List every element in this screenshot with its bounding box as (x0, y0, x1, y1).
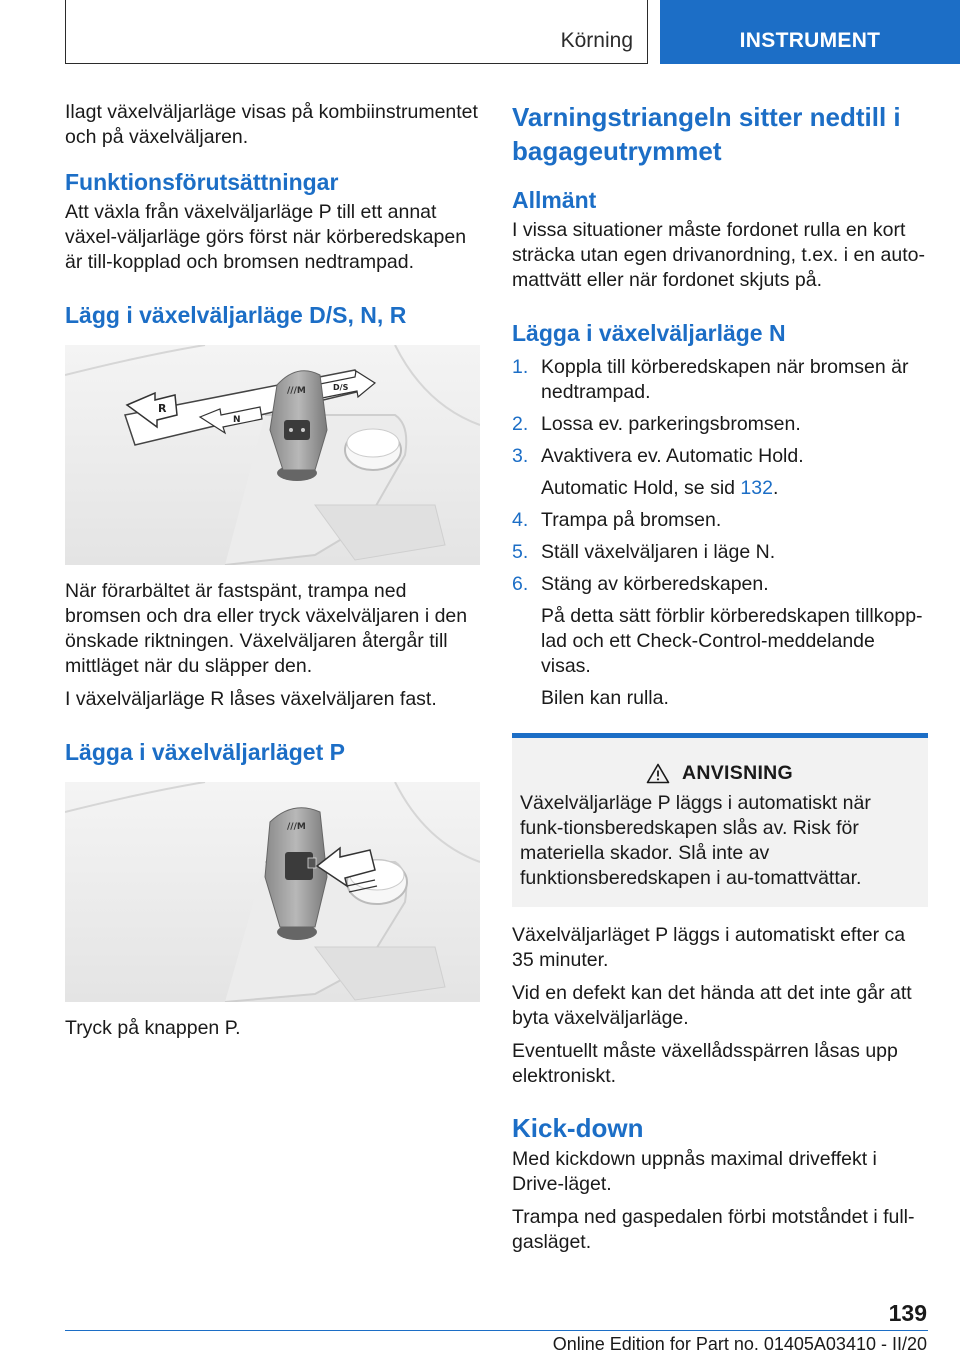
kickdown-paragraph-2: Trampa ned gaspedalen förbi motståndet i full-gasläget. (512, 1206, 915, 1253)
step-number: 4. (512, 509, 529, 531)
after-paragraph-3: Eventuellt måste växellådsspärren låsas upp elektroniskt. (512, 1040, 898, 1087)
heading-general: Allmänt (512, 187, 597, 213)
step-number: 6. (512, 573, 529, 595)
heading-warning-triangle: Varningstriangeln sitter nedtill i bagageutrymmet (512, 102, 901, 166)
header-section-tab (65, 0, 648, 64)
park-button-illustration (65, 782, 480, 1002)
gear-selector-illustration (65, 345, 480, 565)
header-chapter-tab[interactable] (660, 0, 960, 64)
header-section-label: Körning (560, 29, 633, 52)
step-subtext (541, 476, 928, 501)
step-number: 1. (512, 356, 529, 378)
heading-prerequisites: Funktionsförutsättningar (65, 169, 339, 195)
kickdown-paragraph-1: Med kickdown uppnås maximal driveffekt i Drive-läget. (512, 1148, 877, 1195)
fig1-label-r: R (158, 402, 167, 415)
notice-text: Växelväljarläge P läggs i automatiskt när funk-tionsberedskapen slås av. Risk för materiella skador. Slå inte av funktionsberedskapen i au-tomattvättar. (520, 792, 871, 889)
step-item (512, 355, 928, 405)
dsnr-paragraph-1: När förarbältet är fastspänt, trampa ned bromsen och dra eller tryck växelväljaren i den önskade riktningen. Växelväljaren återgår till mittläget när du släpper den. (65, 580, 468, 677)
after-paragraph-1: Växelväljarläget P läggs i automatiskt efter ca 35 minuter. (512, 924, 906, 971)
step-text: Stäng av körberedskapen. (541, 573, 769, 595)
gear-selector-figure-dsnr (65, 345, 480, 565)
warning-triangle-icon (646, 763, 670, 784)
heading-select-p: Lägga i växelväljarläget P (65, 739, 345, 765)
step-number: 2. (512, 413, 529, 435)
heading-select-dsnr: Lägg i växelväljarläge D/S, N, R (65, 302, 407, 328)
page-number: 139 (888, 1300, 927, 1326)
steps-list (512, 355, 928, 711)
right-column (512, 100, 928, 1265)
step-item (512, 572, 928, 711)
footer-edition: Online Edition for Part no. 01405A03410 - II/20 (552, 1334, 927, 1354)
footer-divider (65, 1330, 928, 1331)
p-paragraph: Tryck på knappen P. (65, 1017, 241, 1039)
step-text: Trampa på bromsen. (541, 509, 722, 531)
page-reference-link[interactable]: 132 (740, 477, 773, 499)
intro-paragraph: Ilagt växelväljarläge visas på kombiinstrumentet och på växelväljaren. (65, 101, 478, 148)
header-chapter-label: INSTRUMENT (739, 29, 881, 52)
step-text: Ställ växelväljaren i läge N. (541, 541, 776, 563)
after-paragraph-2: Vid en defekt kan det hända att det inte går att byta växelväljarläge. (512, 982, 912, 1029)
step-item (512, 412, 928, 437)
svg-text:///M: ///M (287, 822, 306, 832)
step-subtext-prefix: Automatic Hold, se sid (541, 477, 741, 499)
notice-header (520, 762, 919, 785)
step-item (512, 540, 928, 565)
fig1-label-ds: D/S (333, 383, 349, 392)
gear-selector-figure-p (65, 782, 480, 1002)
step-text: Lossa ev. parkeringsbromsen. (541, 413, 801, 435)
heading-kickdown: Kick-down (512, 1113, 644, 1143)
step-number: 3. (512, 445, 529, 467)
step-text: Koppla till körberedskapen när bromsen är nedtrampad. (541, 356, 909, 403)
heading-select-n: Lägga i växelväljarläge N (512, 320, 786, 346)
left-column (65, 100, 480, 1051)
step-item (512, 444, 928, 501)
step-subtext: Bilen kan rulla. (541, 687, 669, 709)
step-subtext-suffix: . (772, 477, 779, 499)
notice-title: ANVISNING (681, 762, 794, 784)
svg-text:///M: ///M (287, 386, 306, 396)
dsnr-paragraph-2: I växelväljarläge R låses växelväljaren fast. (65, 688, 437, 710)
step-item (512, 508, 928, 533)
notice-box (512, 733, 928, 907)
step-subtext: På detta sätt förblir körberedskapen tillkopp-lad och ett Check-Control-meddelande visas. (541, 605, 923, 677)
step-number: 5. (512, 541, 529, 563)
prerequisites-text: Att växla från växelväljarläge P till ett annat växel-väljarläge görs först när körberedskapen är till-kopplad och bromsen nedtrampad. (65, 201, 467, 273)
general-paragraph: I vissa situationer måste fordonet rulla en kort sträcka utan egen drivanordning, t.ex. i en auto-mattvätt eller när fordonet skjuts på. (512, 219, 926, 291)
step-text: Avaktivera ev. Automatic Hold. (541, 445, 804, 467)
fig1-label-n: N (233, 415, 241, 425)
